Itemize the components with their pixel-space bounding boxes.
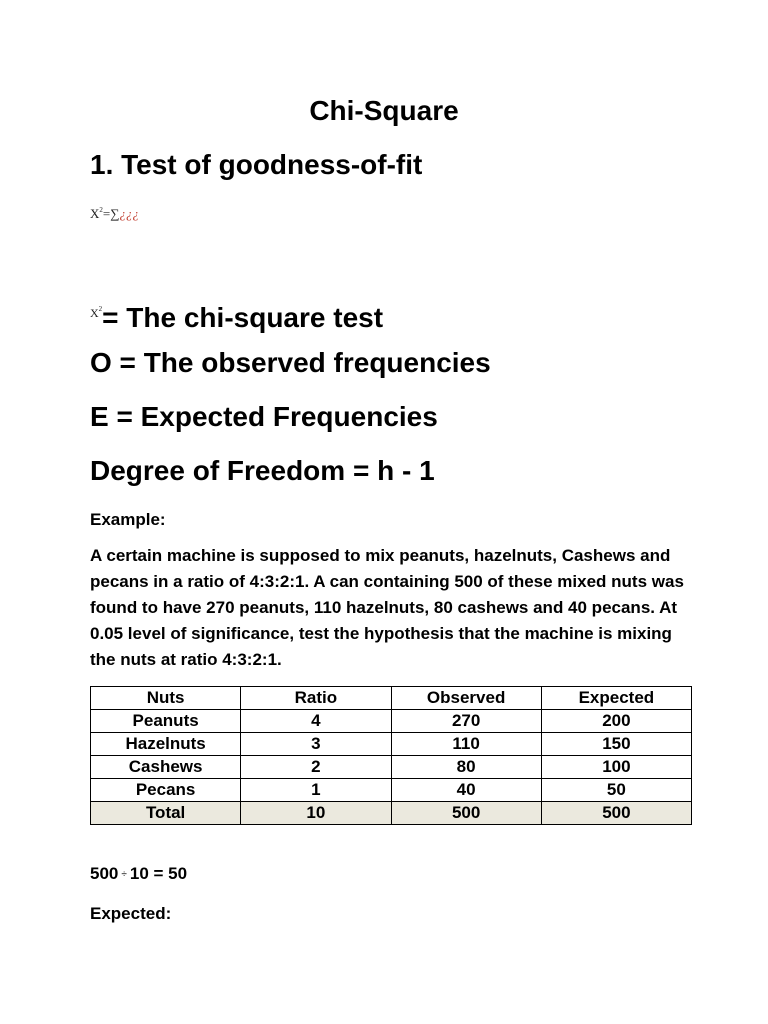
page-title: Chi-Square xyxy=(309,95,459,126)
example-label: Example: xyxy=(90,510,166,529)
division-sign: ÷ xyxy=(121,869,127,880)
table-cell: 10 xyxy=(241,802,391,825)
table-cell: Peanuts xyxy=(91,710,241,733)
definition-observed: O = The observed frequencies xyxy=(90,347,491,378)
table-cell: 100 xyxy=(541,756,691,779)
table-cell: 500 xyxy=(391,802,541,825)
chi-symbol-exponent: 2 xyxy=(98,305,103,313)
table-cell: 200 xyxy=(541,710,691,733)
definition-chi-square xyxy=(90,290,383,337)
table-cell: 270 xyxy=(391,710,541,733)
table-cell: 80 xyxy=(391,756,541,779)
definition-degree-of-freedom: Degree of Freedom = h - 1 xyxy=(90,455,435,486)
formula-equals: = xyxy=(102,206,111,221)
example-paragraph: A certain machine is supposed to mix peanuts, hazelnuts, Cashews and pecans in a ratio of 4:3:2:1. A can containing 500 of these mixed nuts was found to have 270 peanuts, 110 hazelnuts, 80 cashews and 40 pecans. At 0.05 level of significance, test the hypothesis that the machine is mixing the nuts at ratio 4:3:2:1. xyxy=(90,546,684,669)
definition-chi-text: = The chi-square test xyxy=(102,302,384,333)
division-calculation xyxy=(90,862,187,887)
column-header: Expected xyxy=(541,687,691,710)
table-cell: Pecans xyxy=(91,779,241,802)
column-header: Ratio xyxy=(241,687,391,710)
table-cell: 110 xyxy=(391,733,541,756)
table-cell: 40 xyxy=(391,779,541,802)
table-cell: 150 xyxy=(541,733,691,756)
formula-x: X xyxy=(90,206,100,221)
expected-label: Expected: xyxy=(90,904,172,923)
table-cell: Hazelnuts xyxy=(91,733,241,756)
table-row xyxy=(91,779,692,802)
chi-square-formula xyxy=(90,200,139,224)
table-cell: 500 xyxy=(541,802,691,825)
calc-right: 10 = 50 xyxy=(129,864,188,883)
table-cell: 4 xyxy=(241,710,391,733)
table-cell: 50 xyxy=(541,779,691,802)
definition-expected: E = Expected Frequencies xyxy=(90,401,438,432)
table-cell: 1 xyxy=(241,779,391,802)
nuts-table xyxy=(90,686,692,825)
table-row xyxy=(91,733,692,756)
formula-exponent: 2 xyxy=(99,206,103,214)
table-total-row xyxy=(91,802,692,825)
section-heading: 1. Test of goodness-of-fit xyxy=(90,149,423,180)
table-header-row xyxy=(91,687,692,710)
column-header: Observed xyxy=(391,687,541,710)
table-cell: Total xyxy=(91,802,241,825)
table-row xyxy=(91,756,692,779)
table-cell: 2 xyxy=(241,756,391,779)
table-cell: Cashews xyxy=(91,756,241,779)
calc-left: 500 xyxy=(90,864,119,883)
chi-symbol xyxy=(90,306,102,320)
table-cell: 3 xyxy=(241,733,391,756)
chi-symbol-x: X xyxy=(90,306,99,320)
formula-garbled-text: ¿¿¿ xyxy=(119,206,140,221)
table-row xyxy=(91,710,692,733)
formula-sum-symbol: ∑ xyxy=(110,206,120,221)
column-header: Nuts xyxy=(91,687,241,710)
